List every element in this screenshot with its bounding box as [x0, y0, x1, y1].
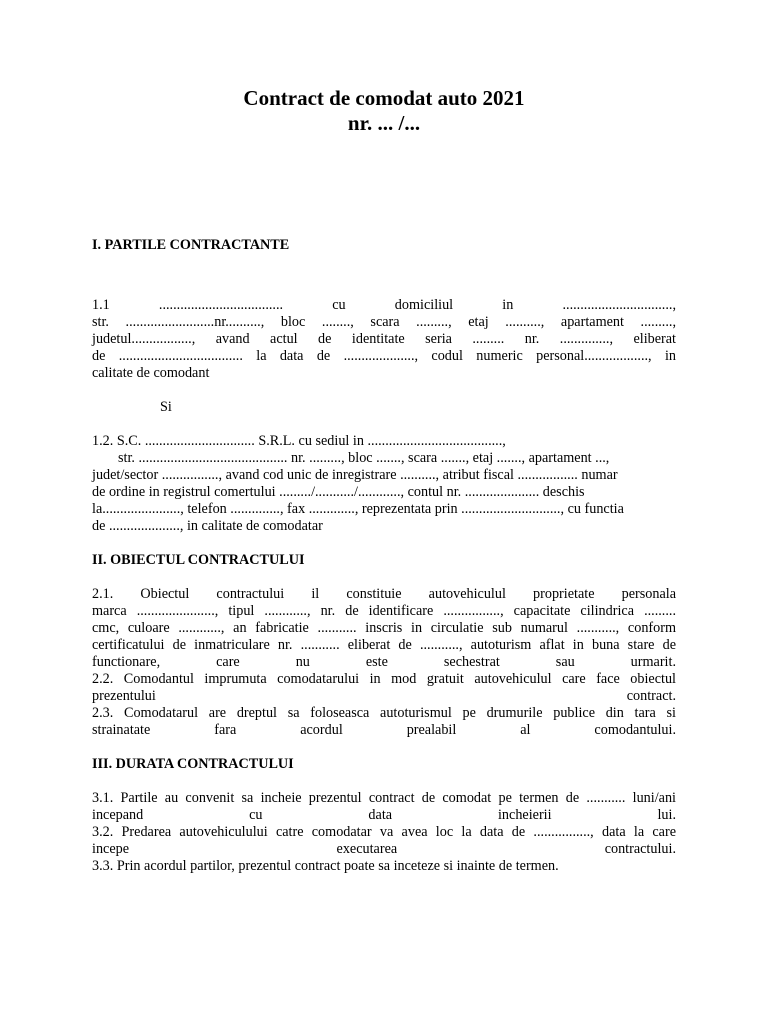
conjunction-si: Si	[160, 399, 172, 415]
text-line: de ...................., in calitate de comodatar	[92, 518, 323, 534]
paragraph-1-2	[92, 433, 676, 535]
section-heading-object: II. OBIECTUL CONTRACTULUI	[92, 552, 305, 568]
text-line: cmc, culoare ............, an fabricatie ........... inscris in circulatie sub numarul ..........., conform	[92, 620, 676, 636]
section-2-body	[92, 586, 676, 739]
text-line: judet/sector ................, avand cod unic de inregistrare .........., atribut fiscal ................. numar	[92, 467, 618, 483]
text-line: de ordine in registrul comertului ........./.........../............, contul nr. ..................... deschis	[92, 484, 585, 500]
paragraph-1-1	[92, 297, 676, 382]
text-line: calitate de comodant	[92, 365, 210, 381]
text-line: certificatului de inmatriculare nr. ........... eliberat de ..........., autoturism aflat in buna stare de	[92, 637, 676, 653]
section-3-body	[92, 790, 676, 875]
text-line: 1.1 ................................... cu domiciliul in ...............................,	[92, 297, 676, 313]
text-line: de ................................... la data de ...................., codul numeric personal.................., in	[92, 348, 676, 364]
text-line: 2.1. Obiectul contractului il constituie autovehiculul proprietate personala	[92, 586, 676, 602]
text-line: functionare, care nu este sechestrat sau urmarit.	[92, 654, 676, 670]
section-heading-parties: I. PARTILE CONTRACTANTE	[92, 237, 290, 253]
text-line: marca ......................, tipul ............, nr. de identificare ................, capacitate cilindrica .........	[92, 603, 676, 619]
text-line: str. .......................................... nr. ........., bloc ......., scara ......., etaj ......., apartament ...,	[118, 450, 610, 466]
text-line: 2.2. Comodantul imprumuta comodatarului in mod gratuit autovehiculul care face obiectul	[92, 671, 676, 687]
text-line: 3.1. Partile au convenit sa incheie prezentul contract de comodat pe termen de ........... luni/ani	[92, 790, 676, 806]
title-line-2: nr. ... /...	[347, 111, 421, 135]
text-line: str. .........................nr.........., bloc ........, scara ........., etaj .........., apartament .........,	[92, 314, 676, 330]
document-body	[92, 237, 676, 875]
section-heading-duration: III. DURATA CONTRACTULUI	[92, 756, 294, 772]
text-line: 3.2. Predarea autovehiculului catre comodatar va avea loc la data de ................, data la care	[92, 824, 676, 840]
text-line: incepand cu data incheierii lui.	[92, 807, 676, 823]
text-line: prezentului contract.	[92, 688, 676, 704]
text-line: incepe executarea contractului.	[92, 841, 676, 857]
text-line: 2.3. Comodatarul are dreptul sa foloseasca autoturismul pe drumurile publice din tara si	[92, 705, 676, 721]
text-line: la......................, telefon .............., fax ............., reprezentata prin ............................, cu functia	[92, 501, 624, 517]
text-line: 3.3. Prin acordul partilor, prezentul contract poate sa inceteze si inainte de termen.	[92, 858, 559, 874]
text-line: judetul................., avand actul de identitate seria ......... nr. .............., eliberat	[92, 331, 676, 347]
title-line-1: Contract de comodat auto 2021	[243, 86, 525, 110]
document-title	[0, 86, 768, 136]
text-line: 1.2. S.C. ............................... S.R.L. cu sediul in ......................................,	[92, 433, 506, 449]
text-line: strainatate fara acordul prealabil al comodantului.	[92, 722, 676, 738]
